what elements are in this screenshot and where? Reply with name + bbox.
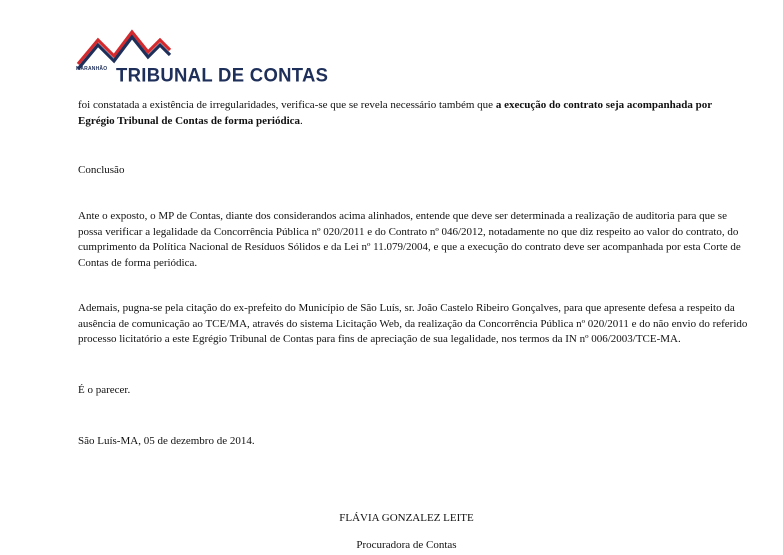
date-line: São Luís-MA, 05 de dezembro de 2014. (78, 435, 255, 447)
p1-text-bold: a execução do contrato seja acompanhada por Egrégio Tribunal de Contas de forma periódica (78, 99, 712, 127)
paragraph-irregularities (78, 98, 748, 129)
signature-role: Procuradora de Contas (356, 539, 457, 551)
logo-org-name: TRIBUNAL DE CONTAS (116, 63, 329, 86)
paragraph-ademais: Ademais, pugna-se pela citação do ex-prefeito do Município de São Luís, sr. João Castelo Ribeiro Gonçalves, para que apresente defesa a respeito da ausência de comunicação ao TCE/MA, através do sistema Licitação Web, da realização da Concorrência Pública nº 020/2011 e do não envio do referido processo licitatório a este Egrégio Tribunal de Contas para fins de apreciação de sua legalidade, nos termos da IN nº 006/2003/TCE-MA. (78, 302, 748, 346)
p1-text-start: foi constatada a existência de irregularidades, verifica-se que se revela necessário também que (78, 99, 496, 111)
paragraph-ante-exposto: Ante o exposto, o MP de Contas, diante dos considerandos acima alinhados, entende que deve ser determinada a realização de auditoria para que se possa verificar a legalidade da Concorrência Pública nº 020/2011 e do Contrato nº 046/2012, notadamente no que diz respeito ao valor do contrato, do cumprimento da Política Nacional de Resíduos Sólidos e da Lei nº 11.079/2004, e que a execução do contrato deve ser acompanhada por esta Corte de Contas de forma periódica. (78, 210, 741, 270)
p1-text-end: . (300, 114, 303, 127)
paragraph-parecer: É o parecer. (78, 384, 131, 396)
section-heading-conclusao: Conclusão (78, 164, 125, 176)
signature-name: FLÁVIA GONZALEZ LEITE (339, 512, 474, 524)
tce-logo (76, 26, 329, 86)
logo-state-label: MARANHÃO (76, 66, 108, 72)
